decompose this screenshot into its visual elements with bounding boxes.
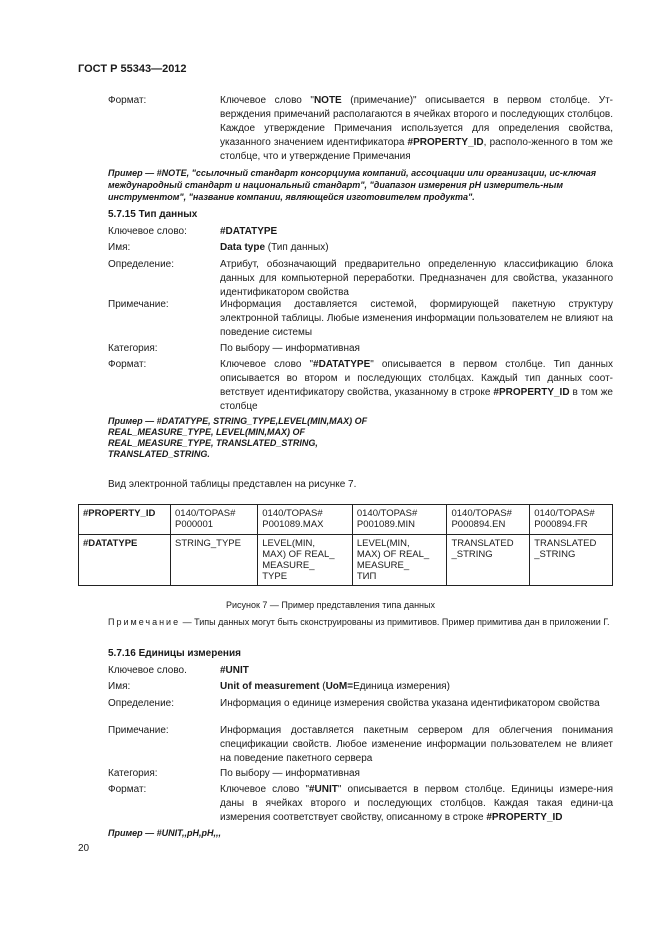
category-value: По выбору — информативная <box>220 768 360 779</box>
example-line: REAL_MEASURE_TYPE, LEVEL(MIN,MAX) OF <box>108 427 306 437</box>
table-cell: 0140/TOPAS# P001089.MAX <box>258 505 353 535</box>
definition-label: Определение: <box>108 698 175 709</box>
table-row <box>79 535 613 586</box>
keyword-value: #UNIT <box>220 665 249 676</box>
example-line: REAL_MEASURE_TYPE, TRANSLATED_STRING, <box>108 438 318 448</box>
name-value: Data type (Тип данных) <box>220 242 329 253</box>
table-cell: 0140/TOPAS# P000001 <box>171 505 258 535</box>
standard-header: ГОСТ Р 55343—2012 <box>78 63 187 75</box>
category-value: По выбору — информативная <box>220 343 360 354</box>
definition-value: Информация о единице измерения свойства указана идентификатором свойства <box>220 698 600 709</box>
table-cell: TRANSLATED _STRING <box>530 535 613 586</box>
table-cell: #PROPERTY_ID <box>79 505 171 535</box>
datatype-example <box>108 416 367 460</box>
keyword-label: Ключевое слово: <box>108 226 187 237</box>
table-cell: STRING_TYPE <box>171 535 258 586</box>
example-line: TRANSLATED_STRING. <box>108 449 210 459</box>
format-value-5716: Ключевое слово "#UNIT" описывается в первом столбце. Единицы измере-ния даны в ячейках второго и последующих столбцов. Каждая такая едини-ца измерения соответствует свойству, описанному в строке #PROPERTY_ID <box>220 784 613 823</box>
definition-value: Атрибут, обозначающий предварительно определенную классификацию блока данных для компьютерной переработки. Предназначен для свойства, указанного идентификатором свойства <box>220 259 613 298</box>
remark-value: Информация доставляется пакетным сервером для облегчения понимания спецификации свойств. Любое изменение информации пользователем не влияет на поведение пакетного сервера <box>220 725 613 764</box>
figure-7-table <box>78 504 613 586</box>
table-cell: LEVEL(MIN, MAX) OF REAL_ MEASURE_ ТИП <box>352 535 447 586</box>
remark-label: Примечание: <box>108 299 169 310</box>
figure-caption: Рисунок 7 — Пример представления типа данных <box>225 600 435 610</box>
table-cell: #DATATYPE <box>79 535 171 586</box>
table-cell: LEVEL(MIN, MAX) OF REAL_ MEASURE_ TYPE <box>258 535 353 586</box>
note-format-text: Ключевое слово "NOTE (примечание)" описывается в первом столбце. Ут-верждения примечаний располагаются в ячейках второго и последующих столбцов. Каждое утверждение Примечания используется для определения свойства, указанного значением идентификатора #PROPERTY_ID, располо-женного в том же столбце, что и утверждение Примечания <box>220 95 613 162</box>
keyword-value: #DATATYPE <box>220 226 278 237</box>
definition-label: Определение: <box>108 259 175 270</box>
keyword-label: Ключевое слово. <box>108 665 187 676</box>
section-heading-5-7-16: 5.7.16 Единицы измерения <box>108 648 241 659</box>
table-cell: TRANSLATED _STRING <box>447 535 530 586</box>
format-value-5715: Ключевое слово "#DATATYPE" описывается в первом столбце. Тип данных описывается во втором и последующих столбцах. Каждый тип данных соот-ветствует идентификатору свойства, указанному в строке #PROPERTY_ID в том же столбце <box>220 359 613 412</box>
category-label: Категория: <box>108 768 158 779</box>
name-value: Unit of measurement (UoM=Единица измерения) <box>220 681 450 692</box>
note-example: Пример — #NOTE, "ссылочный стандарт консорциума компаний, ассоциации или организации, ис-ключая международный стандарт и национальный стандарт", "диапазон измерения рН измеритель-ным инструментом", "название компании, являющейся изготовителем продукта". <box>108 168 597 202</box>
remark-label: Примечание: <box>108 725 169 736</box>
category-label: Категория: <box>108 343 158 354</box>
table-cell: 0140/TOPAS# P000894.EN <box>447 505 530 535</box>
format-label: Формат: <box>108 95 147 106</box>
table-cell: 0140/TOPAS# P000894.FR <box>530 505 613 535</box>
figure-intro: Вид электронной таблицы представлен на рисунке 7. <box>108 479 357 490</box>
table-cell: 0140/TOPAS# P001089.MIN <box>352 505 447 535</box>
name-label: Имя: <box>108 681 131 692</box>
name-label: Имя: <box>108 242 131 253</box>
remark-value: Информация доставляется системой, формирующей пакетную структуру электронной таблицы. Любые изменения информации пользователем не влияют на поведение системы <box>220 299 613 338</box>
section-heading-5-7-15: 5.7.15 Тип данных <box>108 209 198 220</box>
example-line: Пример — #DATATYPE, STRING_TYPE,LEVEL(MIN,MAX) OF <box>108 416 368 426</box>
figure-note: Примечание — Типы данных могут быть сконструированы из примитивов. Пример примитива дан в приложении Г. <box>108 617 610 627</box>
format-label-5715: Формат: <box>108 359 147 370</box>
page-number: 20 <box>78 843 90 854</box>
table-row <box>79 505 613 535</box>
format-label-5716: Формат: <box>108 784 147 795</box>
unit-example: Пример — #UNIT,,pH,pH,,, <box>108 828 221 838</box>
